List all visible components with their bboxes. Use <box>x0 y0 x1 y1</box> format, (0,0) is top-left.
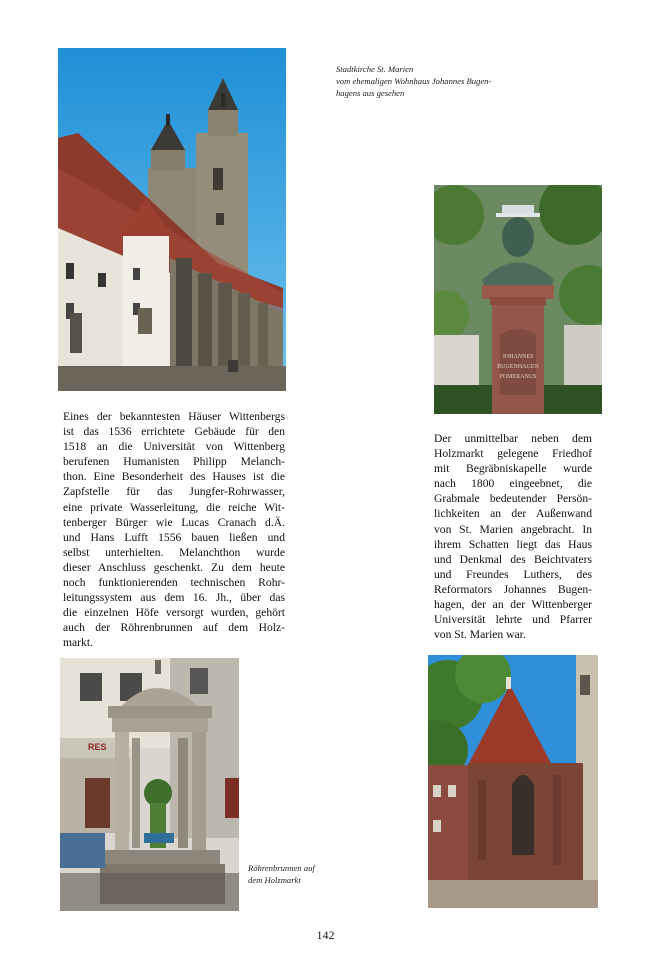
paragraph-melanchthon-house <box>63 409 285 651</box>
text-line: mit Begräbniskapelle wurde <box>434 462 592 476</box>
text-line: Eines der bekanntesten Häuser Wittenbergs <box>63 410 285 423</box>
caption-line: Stadtkirche St. Marien <box>336 64 414 74</box>
text-line: auch der Röhrenbrunnen auf dem Holz- <box>63 621 285 635</box>
text-line: und Denkmal des Beichtvaters <box>434 552 592 566</box>
text-line: hagen, der an der Wittenberger <box>434 598 592 612</box>
text-line: Reformators Johannes Bugen- <box>434 582 592 596</box>
plaque-line: BUGENHAGEN <box>497 364 539 370</box>
text-line: lichkeiten an der Außenwand <box>434 507 592 521</box>
text-line: leitungssystem aus dem 16. Jh., über das <box>63 591 285 605</box>
text-line: ihrem Schatten liegt das Haus <box>434 537 592 551</box>
caption-line: hagens aus gesehen <box>336 88 405 98</box>
text-line: 1518 an die Universität von Wittenberg <box>63 440 285 454</box>
caption-roehrenbrunnen <box>248 862 348 886</box>
text-line: Holzmarkt gelegene Friedhof <box>434 447 592 461</box>
plaque-line: POMERANUS <box>499 374 537 380</box>
text-line: berufenen Humanisten Philipp Melanch- <box>63 455 285 469</box>
photo-roehrenbrunnen <box>60 658 239 911</box>
paragraph-friedhof <box>434 431 592 642</box>
text-line: noch funktionierenden technischen Rohr- <box>63 576 285 590</box>
text-line: selbst unterhielten. Melanchthon wurde <box>63 545 285 559</box>
caption-line: dem Holzmarkt <box>248 875 301 885</box>
text-line: und Hans Lufft 1556 bauen ließen und <box>63 530 285 544</box>
text-line: ist das 1536 errichtete Gebäude für den <box>63 425 285 439</box>
text-line: thon. Eine Besonderheit des Hauses ist die <box>63 470 285 484</box>
photo-bugenhagen-monument <box>434 185 602 414</box>
text-line: tenberger Bürger wie Lucas Cranach d.Ä. <box>63 515 285 529</box>
text-line: die einzelnen Höfe versorgt wurden, gehört <box>63 606 285 620</box>
text-line: von St. Marien war. <box>434 628 526 642</box>
caption-line: Röhrenbrunnen auf <box>248 863 315 873</box>
photo-friedhofskapelle <box>428 655 598 908</box>
text-line: Der unmittelbar neben dem <box>434 432 592 445</box>
plaque-line: JOHANNES <box>502 354 534 360</box>
photo-stadtkirche <box>58 48 286 391</box>
shop-sign-text: RES <box>88 742 107 752</box>
text-line: markt. <box>63 636 93 650</box>
page-number: 142 <box>316 928 335 942</box>
text-line: Zapfstelle für das Jungfer-Rohrwasser, <box>63 485 285 499</box>
text-line: und Freundes Luthers, des <box>434 567 592 581</box>
text-line: Universität lehrte und Pfarrer <box>434 613 592 627</box>
caption-line: vom ehemaligen Wohnhaus Johannes Bugen- <box>336 76 492 86</box>
text-line: nach 1800 eingeebnet, die <box>434 477 592 491</box>
caption-stadtkirche <box>336 63 536 99</box>
text-line: eine private Wasserleitung, die reiche Wit- <box>63 500 285 514</box>
text-line: Grabmale bedeutender Persön- <box>434 492 592 506</box>
text-line: dieser Anschluss geschenkt. Zu dem heute <box>63 560 285 574</box>
text-line: von St. Marien angebracht. In <box>434 522 592 536</box>
